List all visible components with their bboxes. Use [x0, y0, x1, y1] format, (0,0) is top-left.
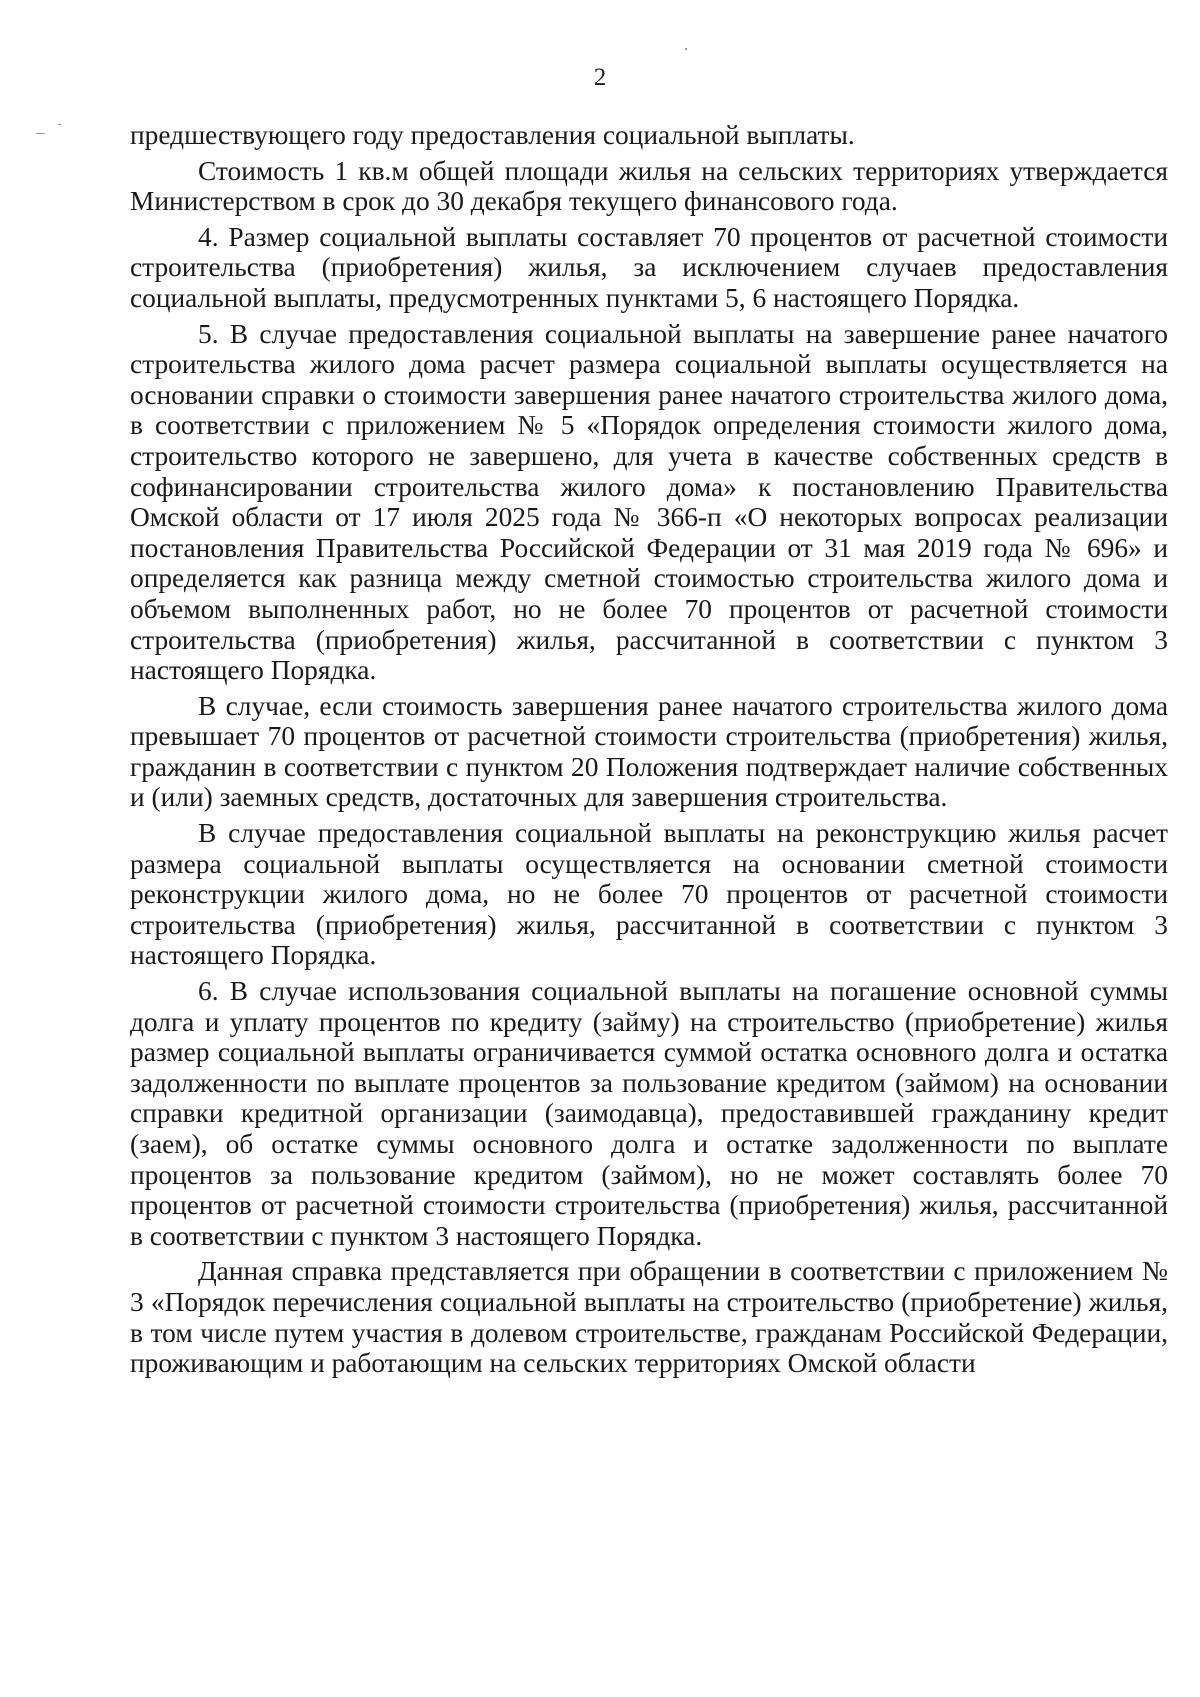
paragraph: предшествующего году предоставления социальной выплаты. [130, 120, 855, 150]
paragraph-item-5: 5. В случае предоставления социальной выплаты на завершение ранее начатого строительства жилого дома расчет размера социальной выплаты осуществляется на основании справки о стоимости завершения ранее начатого строительства жилого дома, в соответствии с приложением № 5 «Порядок определения стоимости жилого дома, строительство которого не завершено, для учета в качестве собственных средств в софинансировании строительства жилого дома» к постановлению Правительства Омской области от 17 июля 2025 года № 366-п «О некоторых вопросах реализации постановления Правительства Российской Федерации от 31 мая 2019 года № 696» и определяется как разница между сметной стоимостью строительства жилого дома и объемом выполненных работ, но не более 70 процентов от расчетной стоимости строительства (приобретения) жилья, рассчитанной в соответствии с пунктом 3 настоящего Порядка. [130, 318, 1168, 686]
paragraph: В случае, если стоимость завершения ранее начатого строительства жилого дома превышает 70 процентов от расчетной стоимости строительства (приобретения) жилья, гражданин в соответствии с пунктом 20 Положения подтверждает наличие собственных и (или) заемных средств, достаточных для завершения строительства. [130, 690, 1168, 813]
page-number: 2 [593, 64, 607, 91]
paragraph-item-6: 6. В случае использования социальной выплаты на погашение основной суммы долга и уплату процентов по кредиту (займу) на строительство (приобретение) жилья размер социальной выплаты ограничивается суммой остатка основного долга и остатка задолженности по выплате процентов за пользование кредитом (займом) на основании справки кредитной организации (заимодавца), предоставившей гражданину кредит (заем), об остатке суммы основного долга и остатке задолженности по выплате процентов за пользование кредитом (займом), но не может составлять более 70 процентов от расчетной стоимости строительства (приобретения) жилья, рассчитанной в соответствии с пунктом 3 настоящего Порядка. [130, 976, 1168, 1251]
document-body [130, 120, 1168, 1384]
scan-artifact [36, 133, 45, 134]
paragraph: В случае предоставления социальной выплаты на реконструкцию жилья расчет размера социальной выплаты осуществляется на основании сметной стоимости реконструкции жилого дома, но не более 70 процентов от расчетной стоимости строительства (приобретения) жилья, рассчитанной в соответствии с пунктом 3 настоящего Порядка. [130, 818, 1168, 971]
paragraph: Данная справка представляется при обращении в соответствии с приложением № 3 «Порядок перечисления социальной выплаты на строительство (приобретение) жилья, в том числе путем участия в долевом строительстве, гражданам Российской Федерации, проживающим и работающим на сельских территориях Омской области [130, 1256, 1168, 1379]
scan-artifact [58, 124, 61, 125]
scan-artifact [685, 48, 687, 50]
paragraph-item-4: 4. Размер социальной выплаты составляет 70 процентов от расчетной стоимости строительства (приобретения) жилья, за исключением случаев предоставления социальной выплаты, предусмотренных пунктами 5, 6 настоящего Порядка. [130, 221, 1168, 313]
paragraph: Стоимость 1 кв.м общей площади жилья на сельских территориях утверждается Министерством в срок до 30 декабря текущего финансового года. [130, 155, 1168, 217]
